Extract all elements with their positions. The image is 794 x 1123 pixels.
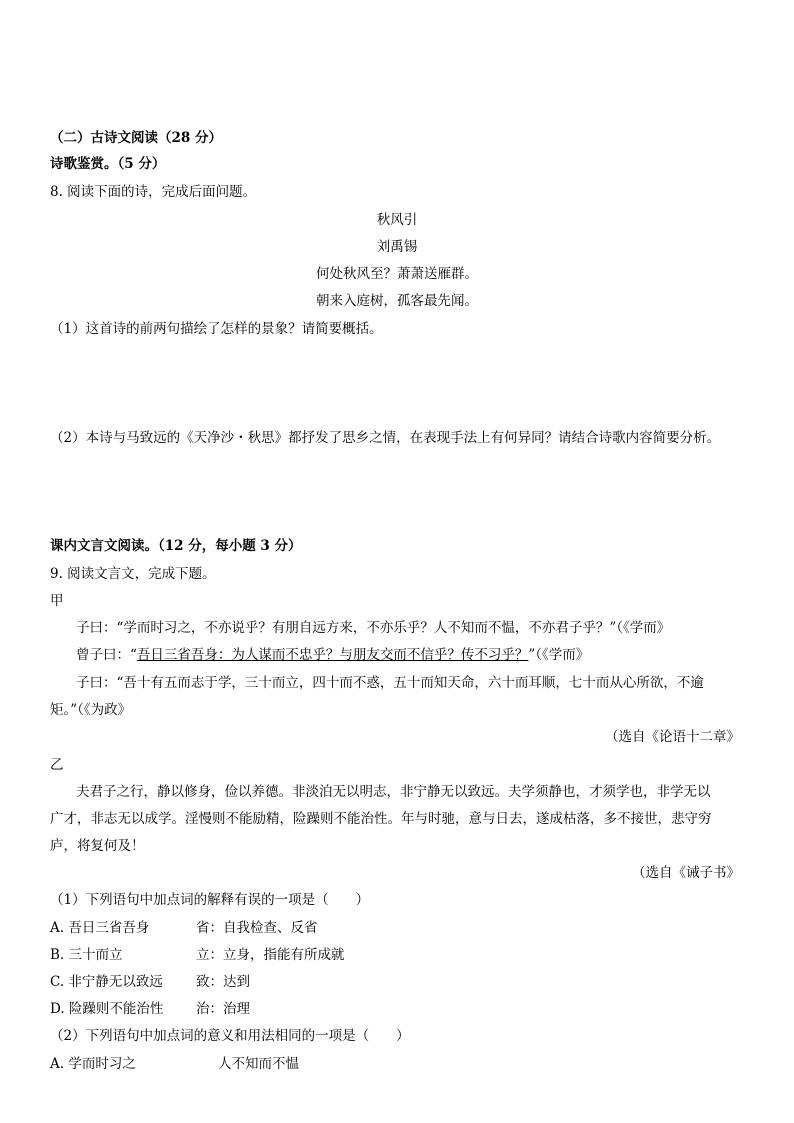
yi-line-3: 庐，将复何及！ <box>50 838 145 854</box>
poetry-heading: 诗歌鉴赏。（5 分） <box>50 156 166 172</box>
option-c-gloss: 致：达到 <box>196 974 250 990</box>
jia-paragraph-3-line1: 子曰：“吾十有五而志于学，三十而立，四十而不惑，五十而知天命，六十而耳顺，七十而从心所欲，不逾 <box>76 675 704 691</box>
q9-sub2: （2）下列语句中加点词的意义和用法相同的一项是（ ） <box>50 1028 410 1044</box>
q8-sub2: （2）本诗与马致远的《天净沙・秋思》都抒发了思乡之情，在表现手法上有何异同？请结合诗歌内容简要分析。 <box>50 430 721 446</box>
jia-paragraph-3-line2: 矩。”（《为政》 <box>50 702 132 718</box>
poem-line-2: 朝来入庭树，孤客最先闻。 <box>316 293 478 309</box>
sub2-option-a-left: A. 学而时习之 <box>50 1056 136 1072</box>
option-d-label: D. 险躁则不能治性 <box>50 1001 164 1017</box>
option-d-gloss: 治：治理 <box>196 1001 250 1017</box>
q8-prompt: 8. 阅读下面的诗，完成后面问题。 <box>50 184 257 200</box>
q8-sub1: （1）这首诗的前两句描绘了怎样的景象？请简要概括。 <box>50 321 383 337</box>
option-b-gloss: 立：立身，指能有所成就 <box>196 947 345 963</box>
passage-jia-label: 甲 <box>50 593 64 609</box>
poem-line-1: 何处秋风至？萧萧送雁群。 <box>316 266 478 282</box>
poem-author: 刘禹锡 <box>376 239 418 255</box>
option-c-label: C. 非宁静无以致远 <box>50 974 163 990</box>
yi-line-2: 广才，非志无以成学。淫慢则不能励精，险躁则不能治性。年与时驰，意与日去，遂成枯落，多不接世，悲守穷 <box>50 811 712 827</box>
poem-title: 秋风引 <box>376 212 418 228</box>
passage-yi-label: 乙 <box>50 757 64 773</box>
section-title: （二）古诗文阅读（28 分） <box>50 130 222 146</box>
option-a-gloss: 省：自我检查、反省 <box>196 920 318 936</box>
jia-source: （选自《论语十二章》 <box>605 729 740 745</box>
option-a-label: A. 吾日三省吾身 <box>50 920 150 936</box>
classical-heading: 课内文言文阅读。（12 分，每小题 3 分） <box>50 538 302 554</box>
jia-p2-lead: 曾子曰：“ <box>76 647 137 663</box>
jia-paragraph-2 <box>76 649 589 663</box>
jia-p2-tail: ”（《学而》 <box>528 647 590 663</box>
jia-p2-underlined: 吾日三省吾身：为人谋而不忠乎？与朋友交而不信乎？传不习乎？ <box>136 647 529 663</box>
q9-prompt: 9. 阅读文言文，完成下题。 <box>50 566 216 582</box>
jia-paragraph-1: 子曰：“学而时习之，不亦说乎？有朋自远方来，不亦乐乎？人不知而不愠，不亦君子乎？”（《学而》 <box>76 620 671 636</box>
sub2-option-a-right: 人不知而不愠 <box>218 1056 299 1072</box>
yi-source: （选自《诫子书》 <box>632 865 740 881</box>
option-b-label: B. 三十而立 <box>50 947 123 963</box>
yi-line-1: 夫君子之行，静以修身，俭以养德。非淡泊无以明志，非宁静无以致远。夫学须静也，才须学也，非学无以 <box>76 784 711 800</box>
q9-sub1: （1）下列语句中加点词的解释有误的一项是（ ） <box>50 892 370 908</box>
